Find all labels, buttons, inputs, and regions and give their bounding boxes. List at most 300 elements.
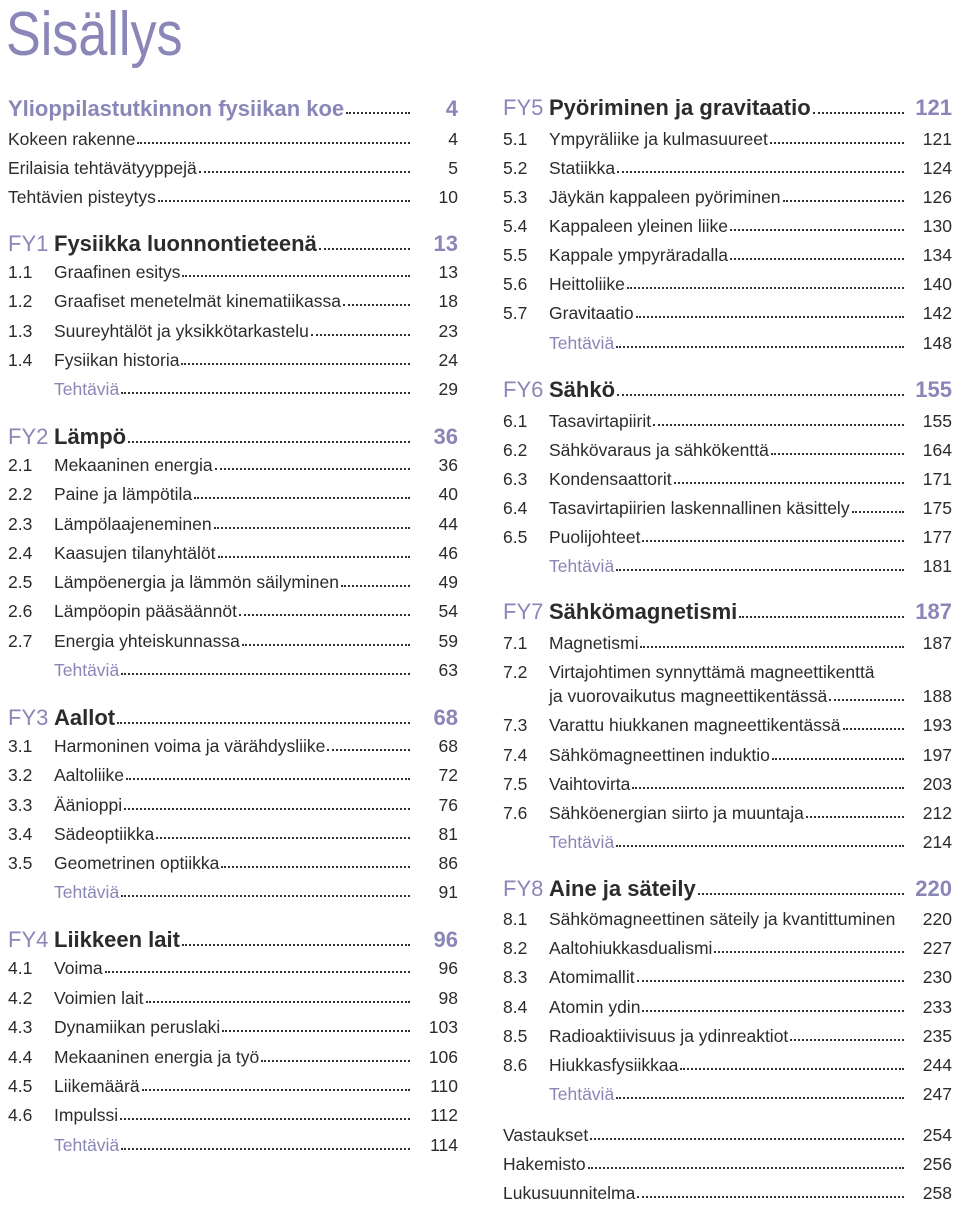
entry-title: Kondensaattorit <box>549 469 672 489</box>
dot-leader <box>653 424 904 426</box>
page-number: 188 <box>922 686 952 706</box>
dot-leader <box>617 394 904 396</box>
chapter-code: FY8 <box>503 876 544 901</box>
dot-leader <box>182 275 410 277</box>
dot-leader <box>346 112 410 114</box>
toc-entry <box>8 569 460 595</box>
page-number: 13 <box>433 231 458 256</box>
page-number: 130 <box>922 216 952 236</box>
entry-label <box>8 96 344 122</box>
page-number: 230 <box>922 967 952 987</box>
entry-title: Tehtäviä <box>54 379 120 399</box>
toc-entry <box>8 1014 460 1040</box>
page-number: 98 <box>438 988 458 1008</box>
entry-label <box>503 875 696 903</box>
section-number: 5.3 <box>503 187 528 207</box>
page-number: 171 <box>922 469 952 489</box>
page-number: 155 <box>922 411 952 431</box>
section-number: 8.3 <box>503 967 528 987</box>
entry-label <box>8 184 156 210</box>
section-number: 6.4 <box>503 498 528 518</box>
dot-leader <box>698 893 904 895</box>
toc-entry <box>503 524 954 550</box>
section-number: 4.2 <box>8 988 33 1008</box>
entry-label <box>8 792 122 818</box>
toc-entry <box>503 964 954 990</box>
entry-title: Sähkö <box>549 377 616 402</box>
section-number: 1.4 <box>8 350 33 370</box>
toc-entry <box>8 347 460 373</box>
toc-entry <box>8 318 460 344</box>
entry-label <box>503 829 614 855</box>
entry-title: Dynamiikan peruslaki <box>54 1017 221 1037</box>
toc-entry <box>503 408 954 434</box>
entry-title: Radioaktiivisuus ja ydinreaktiot <box>549 1026 789 1046</box>
dot-leader <box>714 951 904 953</box>
page-number: 148 <box>922 333 952 353</box>
dot-leader <box>182 944 410 946</box>
toc-entry <box>8 628 460 654</box>
dot-leader <box>674 482 904 484</box>
entry-title: Liikkeen lait <box>54 927 180 952</box>
entry-label <box>8 259 180 285</box>
entry-label <box>503 155 615 181</box>
page-number: 235 <box>922 1026 952 1046</box>
entry-label <box>503 1122 588 1148</box>
page-title: Sisällys <box>6 0 183 69</box>
page-number: 233 <box>922 997 952 1017</box>
entry-title: Mekaaninen energia ja työ <box>54 1047 260 1067</box>
dot-leader <box>137 142 410 144</box>
entry-title: Kappaleen yleinen liike <box>549 216 729 236</box>
toc-entry <box>8 452 460 478</box>
dot-leader <box>126 778 410 780</box>
dot-leader <box>343 304 410 306</box>
page-number: 220 <box>922 909 952 929</box>
entry-label <box>503 213 728 239</box>
dot-leader <box>617 171 904 173</box>
page-number: 36 <box>438 455 458 475</box>
dot-leader <box>124 808 410 810</box>
entry-label <box>8 126 135 152</box>
entry-title: Impulssi <box>54 1105 119 1125</box>
toc-entry <box>8 511 460 537</box>
dot-leader <box>214 527 410 529</box>
dot-leader <box>311 334 410 336</box>
page-number: 106 <box>428 1047 458 1067</box>
chapter-code: FY1 <box>8 231 49 256</box>
section-number: 5.6 <box>503 274 528 294</box>
entry-label <box>503 800 804 826</box>
toc-entry <box>8 1132 460 1158</box>
entry-title: Statiikka <box>549 158 616 178</box>
entry-title: ja vuorovaikutus magneettikentässä <box>549 686 828 706</box>
entry-title: Aaltoliike <box>54 765 125 785</box>
page-number: 46 <box>438 543 458 563</box>
page-number: 114 <box>430 1135 458 1155</box>
entry-title: Lämpölaajeneminen <box>54 514 212 534</box>
entry-title: Vastaukset <box>503 1125 589 1145</box>
entry-label <box>8 347 179 373</box>
section-number: 2.5 <box>8 572 33 592</box>
dot-leader <box>319 248 410 250</box>
section-number: 7.2 <box>503 662 528 682</box>
toc-entry <box>8 481 460 507</box>
entry-label <box>8 598 237 624</box>
toc-entry <box>503 742 954 768</box>
page-number: 4 <box>445 96 458 121</box>
entry-title: Tasavirtapiirien laskennallinen käsittely <box>549 498 850 518</box>
entry-title: Sähkövaraus ja sähkökenttä <box>549 440 769 460</box>
dot-leader <box>121 1148 410 1150</box>
entry-label <box>8 657 119 683</box>
entry-title: Liikemäärä <box>54 1076 140 1096</box>
page-number: 54 <box>438 601 458 621</box>
entry-title: Kappale ympyräradalla <box>549 245 728 265</box>
section-number: 8.5 <box>503 1026 528 1046</box>
entry-title: Tehtävien pisteytys <box>8 187 156 207</box>
entry-title: Voimien lait <box>54 988 144 1008</box>
page-number: 68 <box>433 705 458 730</box>
page-number: 121 <box>922 129 952 149</box>
toc-entry <box>503 1081 954 1107</box>
toc-entry <box>8 1073 460 1099</box>
page-number: 18 <box>438 291 458 311</box>
page-number: 247 <box>922 1084 952 1104</box>
page-number: 13 <box>438 262 458 282</box>
chapter-code: FY7 <box>503 599 544 624</box>
page-number: 214 <box>922 832 952 852</box>
entry-title: Fysiikka luonnontieteenä <box>54 231 317 256</box>
section-number: 5.5 <box>503 245 528 265</box>
page-number: 155 <box>915 377 952 402</box>
dot-leader <box>327 749 410 751</box>
entry-title: Aaltohiukkasdualismi <box>549 938 713 958</box>
page-number: 124 <box>922 158 952 178</box>
dot-leader <box>121 895 410 897</box>
entry-title: Sähkömagneettinen induktio <box>549 745 770 765</box>
entry-label <box>8 1132 119 1158</box>
section-number: 8.1 <box>503 909 528 929</box>
toc-entry <box>8 1102 460 1128</box>
entry-label <box>8 762 124 788</box>
section-number: 3.1 <box>8 736 33 756</box>
entry-label <box>503 659 875 685</box>
dot-leader <box>156 837 410 839</box>
dot-leader <box>772 758 904 760</box>
toc-entry <box>8 598 460 624</box>
dot-leader <box>642 540 904 542</box>
page-number: 220 <box>915 876 952 901</box>
page-number: 5 <box>448 158 458 178</box>
entry-label <box>8 704 115 732</box>
dot-leader <box>158 200 410 202</box>
page-number: 197 <box>922 745 952 765</box>
entry-label <box>503 712 841 738</box>
entry-title: Suureyhtälöt ja yksikkötarkastelu <box>54 321 309 341</box>
entry-title: Aine ja säteily <box>549 876 696 901</box>
entry-title: Ympyräliike ja kulmasuureet <box>549 129 768 149</box>
dot-leader <box>642 1010 904 1012</box>
page-number: 134 <box>922 245 952 265</box>
dot-leader <box>637 980 904 982</box>
section-number: 4.4 <box>8 1047 33 1067</box>
section-number: 3.5 <box>8 853 33 873</box>
dot-leader <box>142 1089 410 1091</box>
entry-title: Lämpöenergia ja lämmön säilyminen <box>54 572 340 592</box>
dot-leader <box>829 699 904 701</box>
entry-label <box>8 318 309 344</box>
page-number: 258 <box>922 1183 952 1203</box>
entry-label <box>503 1052 678 1078</box>
entry-title: Voima <box>54 958 103 978</box>
entry-title: Fysiikan historia <box>54 350 180 370</box>
entry-title: Lämpö <box>54 424 127 449</box>
dot-leader <box>181 363 410 365</box>
page-number: 91 <box>438 882 458 902</box>
section-number: 7.4 <box>503 745 528 765</box>
dot-leader <box>194 497 410 499</box>
entry-title: Graafinen esitys <box>54 262 181 282</box>
page-number: 59 <box>438 631 458 651</box>
entry-label <box>503 437 769 463</box>
page-number: 24 <box>438 350 458 370</box>
entry-label <box>503 683 827 709</box>
entry-title: Energia yhteiskunnassa <box>54 631 240 651</box>
dot-leader <box>616 845 904 847</box>
page-number: 40 <box>438 484 458 504</box>
entry-title: Puolijohteet <box>549 527 641 547</box>
entry-label <box>8 821 154 847</box>
toc-entry <box>503 184 954 210</box>
entry-label <box>503 126 768 152</box>
dot-leader <box>128 441 410 443</box>
section-number: 7.1 <box>503 633 528 653</box>
toc-entry <box>503 1122 954 1148</box>
page-number: 81 <box>438 824 458 844</box>
entry-title: Tehtäviä <box>549 556 615 576</box>
toc-entry <box>503 126 954 152</box>
toc-entry <box>8 96 460 122</box>
page-number: 110 <box>430 1076 458 1096</box>
page-number: 256 <box>922 1154 952 1174</box>
dot-leader <box>261 1060 410 1062</box>
entry-label <box>503 630 638 656</box>
entry-label <box>8 452 213 478</box>
toc-entry <box>503 300 954 326</box>
page-number: 244 <box>922 1055 952 1075</box>
toc-entry <box>503 495 954 521</box>
toc-entry <box>503 994 954 1020</box>
entry-label <box>8 569 339 595</box>
toc-entry <box>8 1044 460 1070</box>
page-number: 72 <box>438 765 458 785</box>
entry-label <box>503 771 630 797</box>
entry-label <box>8 376 119 402</box>
entry-label <box>503 271 625 297</box>
entry-title: Kokeen rakenne <box>8 129 136 149</box>
toc-entry <box>503 875 954 901</box>
entry-label <box>503 466 672 492</box>
entry-label <box>503 994 640 1020</box>
entry-label <box>8 985 144 1011</box>
entry-label <box>503 495 850 521</box>
toc-entry <box>503 1052 954 1078</box>
page-number: 254 <box>922 1125 952 1145</box>
section-number: 4.3 <box>8 1017 33 1037</box>
page-number: 36 <box>433 424 458 449</box>
toc-entry <box>503 376 954 402</box>
page-number: 203 <box>922 774 952 794</box>
toc-entry <box>8 926 460 952</box>
toc-entry <box>503 1180 954 1206</box>
chapter-code: FY3 <box>8 705 49 730</box>
dot-leader <box>221 866 410 868</box>
entry-label <box>503 1023 788 1049</box>
page-number: 187 <box>915 599 952 624</box>
entry-label <box>503 1081 614 1107</box>
entry-label <box>8 955 103 981</box>
page-number: 212 <box>922 803 952 823</box>
page-number: 86 <box>438 853 458 873</box>
entry-label <box>8 511 212 537</box>
page-number: 10 <box>438 187 458 207</box>
dot-leader <box>121 392 410 394</box>
toc-entry <box>503 1023 954 1049</box>
entry-title: Tasavirtapiirit <box>549 411 652 431</box>
entry-label <box>8 628 240 654</box>
toc-entry <box>8 540 460 566</box>
page-number: 177 <box>922 527 952 547</box>
toc-entry <box>503 935 954 961</box>
section-number: 4.5 <box>8 1076 33 1096</box>
entry-title: Tehtäviä <box>549 1084 615 1104</box>
page-number: 49 <box>438 572 458 592</box>
entry-title: Hakemisto <box>503 1154 586 1174</box>
toc-entry <box>8 955 460 981</box>
section-number: 6.3 <box>503 469 528 489</box>
dot-leader <box>121 673 410 675</box>
toc-entry <box>503 683 954 709</box>
entry-label <box>8 481 192 507</box>
entry-label <box>503 242 728 268</box>
entry-label <box>503 94 811 122</box>
toc-entry <box>503 271 954 297</box>
entry-label <box>503 906 895 932</box>
section-number: 3.4 <box>8 824 33 844</box>
dot-leader <box>105 971 410 973</box>
section-number: 7.3 <box>503 715 528 735</box>
toc-entry <box>503 906 954 932</box>
entry-label <box>8 288 341 314</box>
entry-label <box>503 300 634 326</box>
entry-title: Aallot <box>54 705 116 730</box>
page-number: 121 <box>915 95 952 120</box>
entry-title: Lämpöopin pääsäännöt <box>54 601 237 621</box>
chapter-code: FY2 <box>8 424 49 449</box>
entry-label <box>8 1014 220 1040</box>
toc-entry <box>8 850 460 876</box>
entry-label <box>8 230 317 258</box>
entry-label <box>8 1073 140 1099</box>
entry-label <box>503 598 737 626</box>
section-number: 8.6 <box>503 1055 528 1075</box>
entry-title: Sähkömagneettinen säteily ja kvantittuminen <box>549 909 896 929</box>
section-number: 3.3 <box>8 795 33 815</box>
toc-entry <box>8 376 460 402</box>
entry-label <box>503 330 614 356</box>
toc-entry <box>503 437 954 463</box>
entry-title: Tehtäviä <box>549 333 615 353</box>
toc-entry <box>503 466 954 492</box>
dot-leader <box>627 287 904 289</box>
entry-title: Ylioppilastutkinnon fysiikan koe <box>8 96 345 121</box>
page-number: 96 <box>438 958 458 978</box>
section-number: 5.4 <box>503 216 528 236</box>
entry-label <box>503 376 615 404</box>
chapter-code: FY5 <box>503 95 544 120</box>
toc-entry <box>8 423 460 449</box>
dot-leader <box>199 171 410 173</box>
section-number: 8.4 <box>503 997 528 1017</box>
entry-title: Sädeoptiikka <box>54 824 155 844</box>
entry-title: Geometrinen optiikka <box>54 853 220 873</box>
toc-entry <box>503 829 954 855</box>
dot-leader <box>813 112 904 114</box>
entry-label <box>8 155 197 181</box>
entry-title: Tehtäviä <box>54 660 120 680</box>
entry-title: Vaihtovirta <box>549 774 631 794</box>
section-number: 6.2 <box>503 440 528 460</box>
dot-leader <box>790 1039 904 1041</box>
toc-entry <box>8 184 460 210</box>
toc-entry <box>503 1151 954 1177</box>
section-number: 5.1 <box>503 129 528 149</box>
entry-label <box>8 926 180 954</box>
dot-leader <box>146 1001 411 1003</box>
entry-title: Heittoliike <box>549 274 625 294</box>
toc-entry <box>8 704 460 730</box>
section-number: 2.7 <box>8 631 33 651</box>
chapter-code: FY6 <box>503 377 544 402</box>
entry-title: Jäykän kappaleen pyöriminen <box>549 187 781 207</box>
toc-entry <box>503 155 954 181</box>
entry-label <box>503 1151 586 1177</box>
toc-entry <box>8 657 460 683</box>
entry-label <box>8 423 126 451</box>
section-number: 2.3 <box>8 514 33 534</box>
page-number: 96 <box>433 927 458 952</box>
dot-leader <box>739 616 904 618</box>
dot-leader <box>637 1196 904 1198</box>
toc-entry <box>503 94 954 120</box>
dot-leader <box>120 1118 410 1120</box>
toc-entry <box>8 288 460 314</box>
entry-title: Sähköenergian siirto ja muuntaja <box>549 803 804 823</box>
dot-leader <box>616 1097 904 1099</box>
page-number: 227 <box>922 938 952 958</box>
dot-leader <box>730 229 904 231</box>
entry-title: Kaasujen tilanyhtälöt <box>54 543 216 563</box>
toc-entry <box>503 659 954 685</box>
entry-title: Atomin ydin <box>549 997 641 1017</box>
dot-leader <box>770 142 904 144</box>
page-number: 4 <box>448 129 458 149</box>
toc-entry <box>503 771 954 797</box>
entry-title: Gravitaatio <box>549 303 634 323</box>
entry-title: Tehtäviä <box>54 1135 120 1155</box>
entry-label <box>503 1180 635 1206</box>
